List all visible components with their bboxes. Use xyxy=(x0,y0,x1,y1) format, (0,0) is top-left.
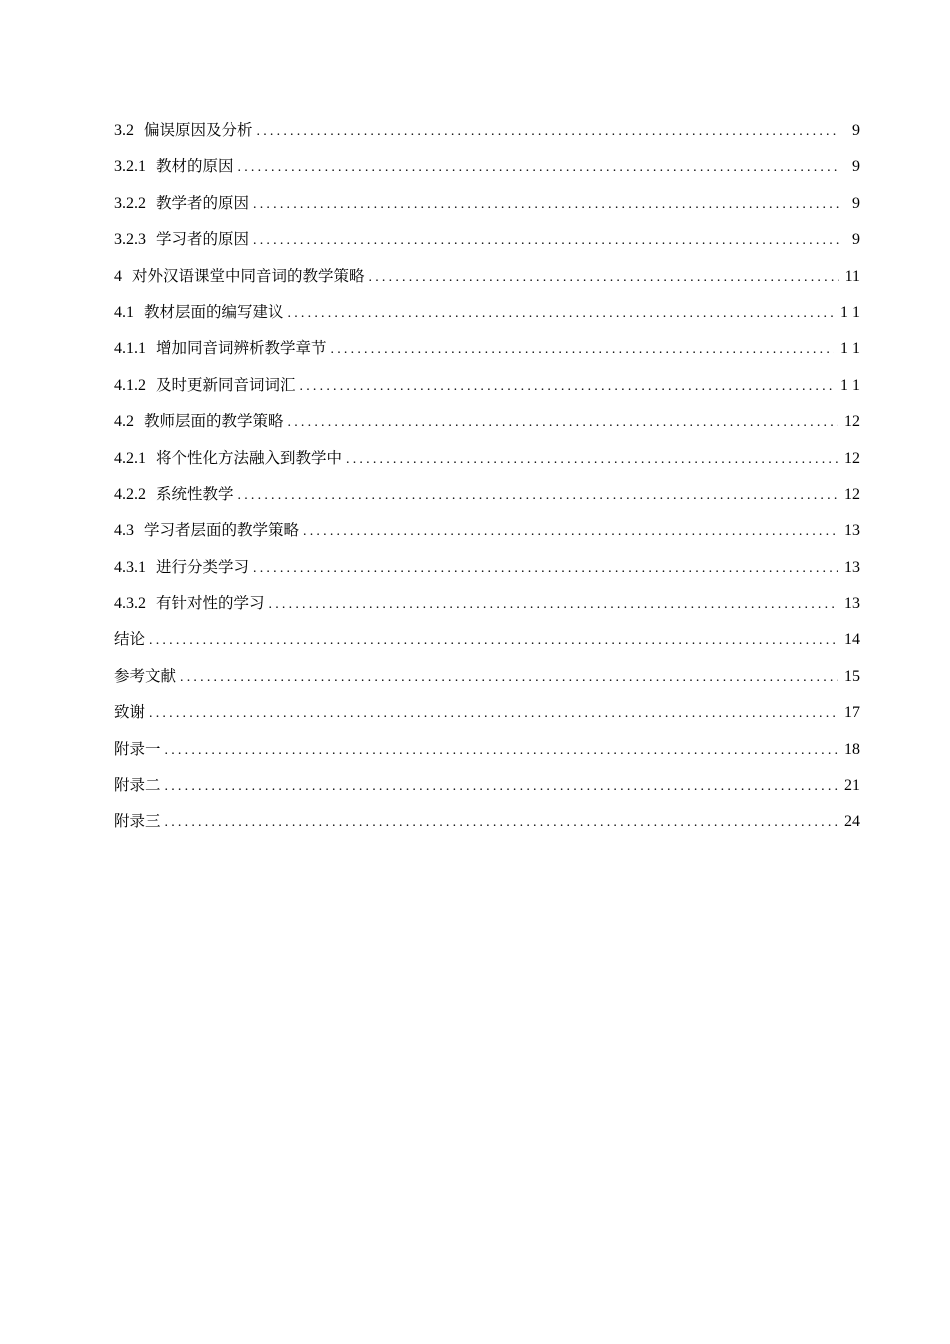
toc-entry[interactable] xyxy=(114,700,860,736)
toc-dot-leader xyxy=(346,448,838,472)
toc-entry-page: 1 1 xyxy=(840,340,860,358)
toc-entry-number: 4.3.1 xyxy=(114,558,146,576)
toc-entry[interactable] xyxy=(114,555,860,591)
toc-entry-page: 12 xyxy=(844,449,860,467)
toc-entry-title xyxy=(114,264,365,289)
toc-entry-page: 24 xyxy=(844,813,860,831)
toc-dot-leader xyxy=(238,484,838,508)
toc-entry-title xyxy=(114,809,161,833)
toc-entry-label: 及时更新同音词词汇 xyxy=(156,375,296,394)
toc-dot-leader xyxy=(288,411,838,435)
toc-entry-label: 进行分类学习 xyxy=(156,557,250,576)
toc-entry-page: 9 xyxy=(852,194,860,212)
toc-entry-title xyxy=(114,336,327,361)
toc-entry-title xyxy=(114,446,342,471)
toc-dot-leader xyxy=(165,739,838,763)
toc-entry-title xyxy=(114,737,161,761)
toc-dot-leader xyxy=(165,811,838,835)
toc-entry-title xyxy=(114,591,265,616)
toc-entry[interactable] xyxy=(114,482,860,518)
toc-entry-label: 结论 xyxy=(114,630,146,649)
toc-entry-page: 13 xyxy=(844,522,860,540)
toc-dot-leader xyxy=(149,629,838,653)
toc-entry-title xyxy=(114,191,249,216)
toc-entry-label: 致谢 xyxy=(114,703,146,722)
toc-entry-page: 21 xyxy=(844,777,860,795)
toc-entry-label: 附录三 xyxy=(114,812,161,831)
toc-entry-label: 系统性教学 xyxy=(156,484,234,503)
toc-entry-number: 4.1.2 xyxy=(114,376,146,394)
toc-entry[interactable] xyxy=(114,409,860,445)
toc-entry-page: 15 xyxy=(844,667,860,685)
toc-entry[interactable] xyxy=(114,591,860,627)
toc-entry-label: 学习者的原因 xyxy=(156,230,250,249)
toc-dot-leader xyxy=(257,120,840,144)
toc-entry[interactable] xyxy=(114,773,860,809)
toc-entry[interactable] xyxy=(114,264,860,300)
toc-entry-title xyxy=(114,664,176,688)
toc-entry-number: 3.2.2 xyxy=(114,194,146,212)
toc-entry-label: 偏误原因及分析 xyxy=(144,121,253,139)
toc-entry-number: 3.2.1 xyxy=(114,158,146,176)
toc-entry-title xyxy=(114,118,253,143)
toc-entry-page: 1 1 xyxy=(840,376,860,394)
toc-entry-number: 4.2 xyxy=(114,413,134,431)
toc-entry-number: 4.3 xyxy=(114,522,134,540)
toc-dot-leader xyxy=(269,593,838,617)
toc-entry-label: 附录一 xyxy=(114,739,161,758)
toc-entry-page: 12 xyxy=(844,485,860,503)
toc-entry-title xyxy=(114,700,145,724)
toc-entry[interactable] xyxy=(114,154,860,190)
toc-dot-leader xyxy=(253,193,840,217)
toc-entry-label: 学习者层面的教学策略 xyxy=(144,521,300,540)
toc-entry[interactable] xyxy=(114,518,860,554)
toc-entry[interactable] xyxy=(114,336,860,372)
toc-entry-label: 将个性化方法融入到教学中 xyxy=(156,448,343,467)
toc-dot-leader xyxy=(300,375,834,399)
toc-dot-leader xyxy=(331,338,834,362)
toc-entry-number: 4 xyxy=(114,267,122,285)
toc-dot-leader xyxy=(165,775,838,799)
toc-entry[interactable] xyxy=(114,627,860,663)
toc-entry-title xyxy=(114,518,299,543)
toc-entry-page: 1 1 xyxy=(840,303,860,321)
toc-entry-page: 11 xyxy=(844,267,860,285)
toc-entry-title xyxy=(114,482,234,507)
toc-entry-label: 附录二 xyxy=(114,776,161,795)
toc-entry-number: 4.1.1 xyxy=(114,340,146,358)
toc-entry[interactable] xyxy=(114,373,860,409)
toc-dot-leader xyxy=(303,520,838,544)
toc-entry-label: 有针对性的学习 xyxy=(156,594,265,613)
toc-entry-title xyxy=(114,773,161,797)
toc-entry-page: 13 xyxy=(844,558,860,576)
toc-entry-title xyxy=(114,300,284,325)
toc-entry-label: 参考文献 xyxy=(114,666,177,685)
toc-dot-leader xyxy=(253,229,840,253)
toc-entry-number: 4.1 xyxy=(114,303,134,321)
toc-entry-title xyxy=(114,227,249,252)
toc-entry[interactable] xyxy=(114,300,860,336)
toc-entry-label: 对外汉语课堂中同音词的教学策略 xyxy=(132,266,365,285)
toc-entry-number: 4.3.2 xyxy=(114,595,146,613)
toc-entry-page: 14 xyxy=(844,631,860,649)
toc-entry[interactable] xyxy=(114,809,860,845)
toc-entry-number: 3.2 xyxy=(114,122,134,139)
toc-entry-label: 教学者的原因 xyxy=(156,193,250,212)
toc-entry[interactable] xyxy=(114,664,860,700)
toc-entry[interactable] xyxy=(114,118,860,154)
toc-entry-number: 3.2.3 xyxy=(114,231,146,249)
toc-entry-label: 教材层面的编写建议 xyxy=(144,302,284,321)
toc-entry-page: 17 xyxy=(844,704,860,722)
toc-entry-page: 9 xyxy=(852,158,860,176)
table-of-contents xyxy=(114,118,860,846)
toc-entry[interactable] xyxy=(114,191,860,227)
toc-entry-label: 教师层面的教学策略 xyxy=(144,412,284,431)
toc-dot-leader xyxy=(149,702,838,726)
toc-entry-title xyxy=(114,373,296,398)
toc-dot-leader xyxy=(253,557,838,581)
toc-dot-leader xyxy=(180,666,838,690)
toc-entry-page: 9 xyxy=(852,122,860,139)
toc-dot-leader xyxy=(288,302,834,326)
toc-entry-number: 4.2.2 xyxy=(114,485,146,503)
toc-dot-leader xyxy=(369,266,839,290)
toc-entry-title xyxy=(114,409,284,434)
toc-entry-label: 增加同音词辨析教学章节 xyxy=(156,339,327,358)
toc-entry[interactable] xyxy=(114,446,860,482)
toc-entry-page: 13 xyxy=(844,595,860,613)
toc-entry[interactable] xyxy=(114,737,860,773)
toc-entry-title xyxy=(114,154,234,179)
toc-entry-number: 4.2.1 xyxy=(114,449,146,467)
toc-entry-title xyxy=(114,555,249,580)
toc-entry-title xyxy=(114,627,145,651)
toc-entry-page: 18 xyxy=(844,740,860,758)
toc-entry[interactable] xyxy=(114,227,860,263)
toc-entry-label: 教材的原因 xyxy=(156,157,234,176)
toc-entry-page: 12 xyxy=(844,413,860,431)
toc-dot-leader xyxy=(238,156,840,180)
toc-entry-page: 9 xyxy=(852,231,860,249)
